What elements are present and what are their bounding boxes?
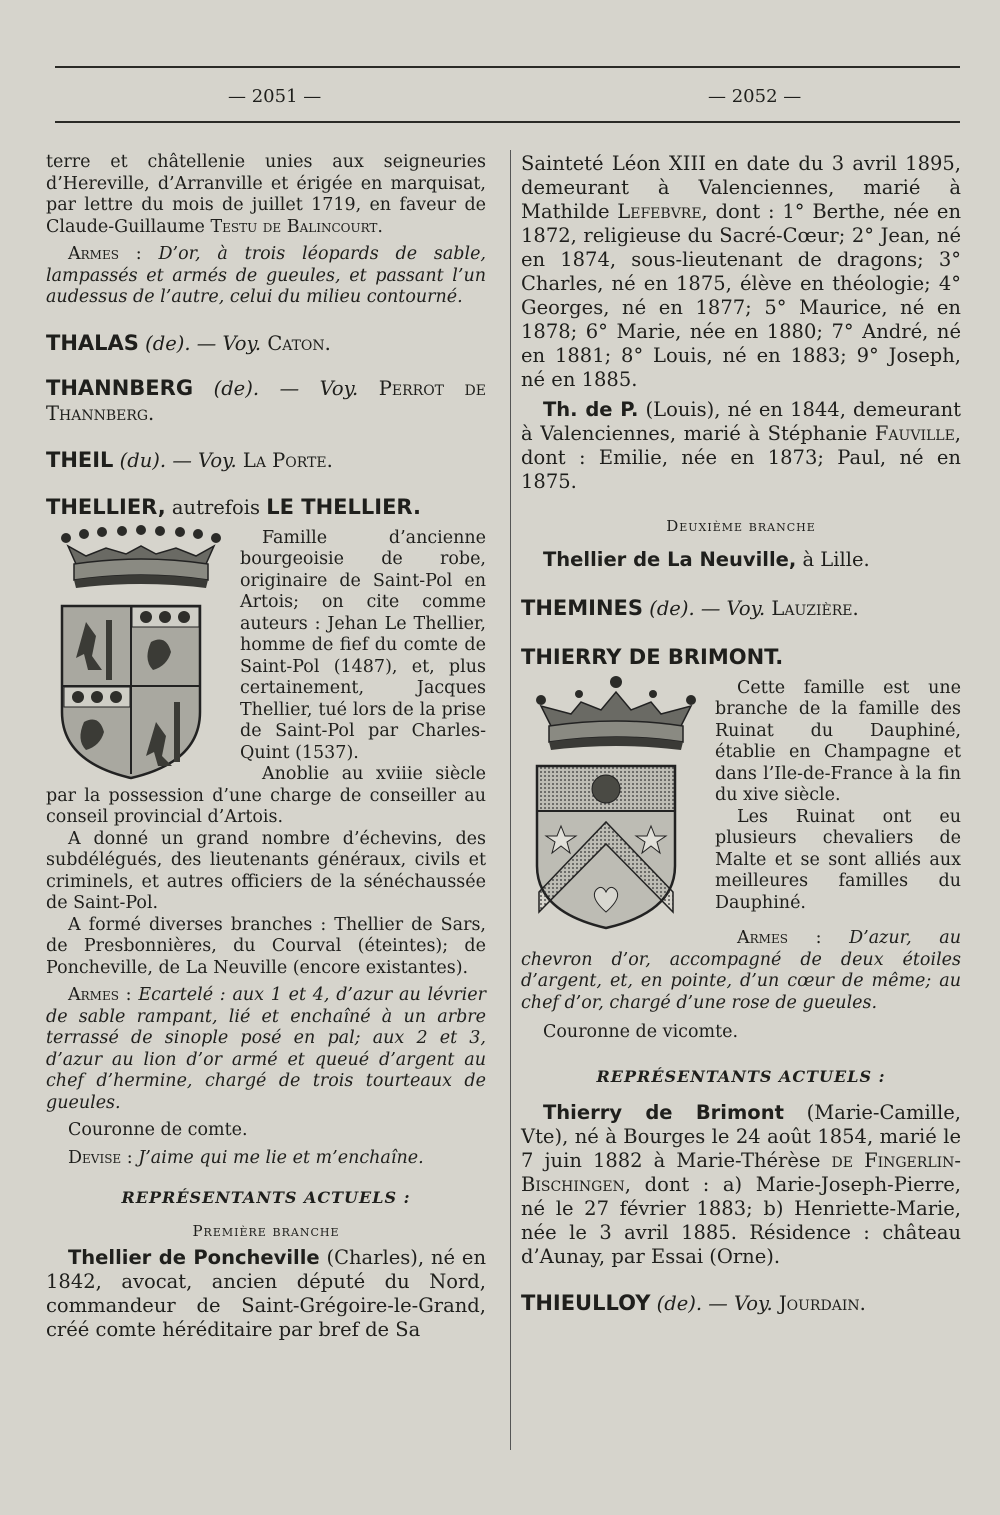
thierry-armes-text: Armes : D’azur, au chevron d’or, accompagné de deux étoiles d’argent, et, en pointe, d’un cœur de même; au chef d’or, chargé d’une rose de gueules. (521, 928, 961, 1013)
top-rule (55, 66, 960, 68)
page-number-left: — 2051 — (228, 86, 322, 107)
thellier-branches-text: A formé diverses branches : Thellier de Sars, de Presbonnières, du Courval (éteintes); de Poncheville, de La Neuville (encore existantes). (46, 914, 486, 978)
poncheville-entry: Thellier de Poncheville (Charles), né en 1842, avocat, ancien député du Nord, commandeur de Saint-Grégoire-le-Grand, créé comte héréditaire par bref de Sa (46, 1246, 486, 1341)
thierry-malte-text: Les Ruinat ont eu plusieurs chevaliers de Malte et se sont alliés aux meilleures familles du Dauphiné. (715, 806, 961, 913)
crown-viscount-icon (531, 674, 701, 754)
thellier-offices-text: A donné un grand nombre d’échevins, des subdélégués, des lieutenants généraux, civils et criminels, et autres officiers de la sénéchaussée de Saint-Pol. (46, 828, 486, 913)
representants-heading-left: REPRÉSENTANTS ACTUELS : (121, 1188, 411, 1207)
armes-paragraph: Armes : D’or, à trois léopards de sable, lampassés et armés de gueules, et passant l’un audessus de l’autre, celui du milieu contourné. (46, 244, 486, 307)
poncheville-continuation: Sainteté Léon XIII en date du 3 avril 1895, demeurant à Valenciennes, marié à Mathilde Lefebvre, dont : 1° Berthe, née en 1872, religieuse du Sacré-Cœur; 2° Jean, né en 1874, sous-lieutenant de dragons; 3° Charles, né en 1875, élève en théologie; 4° Georges, né en 1877; 5° Maurice, né en 1878; 6° Marie, née en 1880; 7° André, né en 1881; 8° Louis, né en 1883; 9° Joseph, né en 1885. (521, 152, 962, 391)
paragraph-intro: terre et châtellenie unies aux seigneuries d’Hereville, d’Arranville et érigée en marquisat, par lettre du mois de juillet 1719, en faveur de Claude-Guillaume Testu de Balincourt. (46, 152, 486, 237)
shield-thierry-icon (531, 762, 701, 932)
left-column (46, 152, 486, 1342)
representants-heading-right: REPRÉSENTANTS ACTUELS : (596, 1066, 886, 1086)
thellier-couronne: Couronne de comte. (68, 1120, 248, 1140)
shield-thellier-icon (56, 602, 226, 782)
entry-theil: THEIL (du). — Voy. La Porte. (46, 447, 333, 472)
thellier-armes-text: Armes : Ecartelé : aux 1 et 4, d’azur au lévrier de sable rampant, lié et enchaîné à un arbre terrassé de sinople posé en pal; aux 2 et 3, d’azur au lion d’or armé et queué d’argent au chef d’hermine, chargé de trois tourteaux de gueules. (46, 985, 486, 1113)
thellier-ennoblement-text: Anoblie au xviiie siècle par la possession d’une charge de conseiller au conseil provincial d’Artois. (46, 764, 486, 827)
thellier-arms-figure (56, 524, 226, 782)
neuville-entry: Thellier de La Neuville, à Lille. (543, 547, 870, 571)
entry-thierry: THIERRY DE BRIMONT. (521, 644, 784, 669)
thierry-arms-figure (531, 674, 701, 932)
branch-first-heading: Première branche (192, 1221, 340, 1240)
entry-thannberg: THANNBERG (de). — Voy. Perrot de Thannberg. (46, 375, 486, 425)
entry-thalas: THALAS (de). — Voy. Caton. (46, 330, 331, 355)
entry-thellier: THELLIER, autrefois LE THELLIER. (46, 494, 421, 519)
entry-thieulloy: THIEULLOY (de). — Voy. Jourdain. (521, 1291, 866, 1315)
thierry-couronne: Couronne de vicomte. (543, 1022, 739, 1042)
crown-count-icon (56, 524, 226, 592)
header-rule (55, 121, 960, 123)
thellier-devise: Devise : J’aime qui me lie et m’enchaîne. (68, 1147, 424, 1168)
branch-second-heading: Deuxième branche (666, 517, 816, 535)
thellier-family-text: Famille d’ancienne bourgeoisie de robe, originaire de Saint-Pol en Artois; on cite comme auteurs : Jehan Le Thellier, homme de fief du comte de Saint-Pol (1487), et, plus certainement, Jacques Thellier, tué lors de la prise de Saint-Pol par Charles-Quint (1537). (240, 527, 486, 763)
entry-themines: THEMINES (de). — Voy. Lauzière. (521, 595, 859, 620)
right-column (521, 152, 961, 1316)
thierry-brimont-entry: Thierry de Brimont (Marie-Camille, Vte), né à Bourges le 24 août 1854, marié le 7 juin 1882 à Marie-Thérèse de Fingerlin-Bischingen, dont : a) Marie-Joseph-Pierre, né le 27 février 1883; b) Henriette-Marie, née le 3 avril 1885. Résidence : château d’Aunay, par Essai (Orne). (521, 1101, 962, 1268)
thp-entry: Th. de P. (Louis), né en 1844, demeurant à Valenciennes, marié à Stéphanie Fauville, dont : Emilie, née en 1873; Paul, né en 1875. (521, 398, 961, 493)
page-number-right: — 2052 — (708, 86, 802, 107)
thierry-family-text: Cette famille est une branche de la famille des Ruinat du Dauphiné, établie en Champagne et dans l’Ile-de-France à la fin du xive siècle. (715, 677, 961, 805)
column-separator (510, 150, 511, 1450)
